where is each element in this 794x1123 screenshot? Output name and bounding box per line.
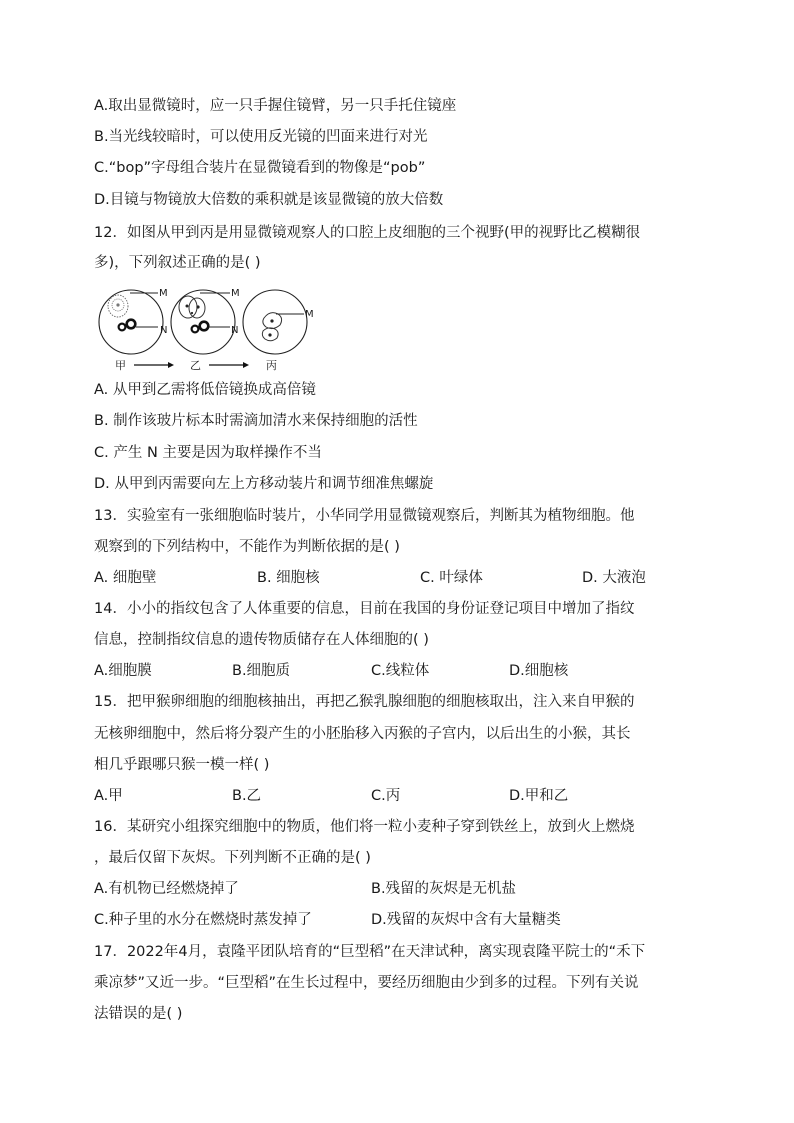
q16-option-d: D.残留的灰烬中含有大量糖类: [371, 912, 561, 928]
q12-option-a: A. 从甲到乙需将低倍镜换成高倍镜: [94, 382, 316, 398]
q13-option-c: C. 叶绿体: [420, 570, 483, 586]
q17-stem-line3: 法错误的是( ): [94, 1006, 183, 1022]
q16-option-a: A.有机物已经燃烧掉了: [94, 881, 239, 897]
q11-option-a: A.取出显微镜时，应一只手握住镜臂，另一只手托住镜座: [94, 98, 457, 114]
view-jia: [99, 290, 163, 354]
q13-option-b: B. 细胞核: [257, 570, 320, 586]
q17-stem-line1: 17．2022年4月，袁隆平团队培育的“巨型稻”在天津试种，离实现袁隆平院士的“禾下: [94, 944, 646, 960]
q16-option-c: C.种子里的水分在燃烧时蒸发掉了: [94, 912, 312, 928]
q12-stem-line2: 多)，下列叙述正确的是( ): [94, 255, 261, 271]
q13-stem-line1: 13．实验室有一张细胞临时装片，小华同学用显微镜观察后，判断其为植物细胞。他: [94, 508, 635, 524]
caption-bing: 丙: [266, 359, 277, 372]
q11-option-d: D.目镜与物镜放大倍数的乘积就是该显微镜的放大倍数: [94, 192, 444, 208]
arrow-right-icon: [134, 362, 174, 368]
q12-option-b: B. 制作该玻片标本时需滴加清水来保持细胞的活性: [94, 413, 418, 429]
q16-option-b: B.残留的灰烬是无机盐: [371, 881, 517, 897]
q16-stem-line1: 16．某研究小组探究细胞中的物质，他们将一粒小麦种子穿到铁丝上，放到火上燃烧: [94, 819, 635, 835]
arrow-right-icon: [209, 362, 249, 368]
q14-stem-line2: 信息，控制指纹信息的遗传物质储存在人体细胞的( ): [94, 632, 429, 648]
label-m-3: M: [305, 309, 314, 320]
q15-option-a: A.甲: [94, 788, 123, 804]
q14-option-a: A.细胞膜: [94, 663, 152, 679]
view-yi: [171, 290, 235, 354]
label-m-1: M: [159, 288, 168, 299]
q15-option-b: B.乙: [232, 788, 262, 804]
caption-jia: 甲: [115, 359, 126, 372]
q13-option-a: A. 细胞壁: [94, 570, 157, 586]
q13-stem-line2: 观察到的下列结构中，不能作为判断依据的是( ): [94, 539, 400, 555]
q11-option-b: B.当光线较暗时，可以使用反光镜的凹面来进行对光: [94, 129, 428, 145]
label-m-2: M: [231, 288, 240, 299]
q15-stem-line3: 相几乎跟哪只猴一模一样( ): [94, 757, 270, 773]
microscope-views-figure: [96, 284, 336, 372]
q14-stem-line1: 14．小小的指纹包含了人体重要的信息，目前在我国的身份证登记项目中增加了指纹: [94, 601, 635, 617]
caption-yi: 乙: [190, 359, 201, 372]
q16-stem-line2: ，最后仅留下灰烬。下列判断不正确的是( ): [94, 850, 371, 866]
view-bing: [243, 290, 307, 354]
q14-option-b: B.细胞质: [232, 663, 291, 679]
q14-option-c: C.线粒体: [371, 663, 430, 679]
q13-option-d: D. 大液泡: [582, 570, 646, 586]
q15-option-d: D.甲和乙: [509, 788, 569, 804]
q12-option-c: C. 产生 N 主要是因为取样操作不当: [94, 445, 322, 461]
label-n-1: N: [160, 325, 168, 336]
label-n-2: N: [231, 325, 239, 336]
q15-stem-line2: 无核卵细胞中，然后将分裂产生的小胚胎移入丙猴的子宫内，以后出生的小猴，其长: [94, 726, 631, 742]
microscope-views-svg: [96, 284, 336, 372]
q14-option-d: D.细胞核: [509, 663, 569, 679]
q15-option-c: C.丙: [371, 788, 401, 804]
q12-option-d: D. 从甲到丙需要向左上方移动装片和调节细准焦螺旋: [94, 476, 434, 492]
q17-stem-line2: 乘凉梦”又近一步。“巨型稻”在生长过程中，要经历细胞由少到多的过程。下列有关说: [94, 975, 639, 991]
q15-stem-line1: 15．把甲猴卵细胞的细胞核抽出，再把乙猴乳腺细胞的细胞核取出，注入来自甲猴的: [94, 694, 635, 710]
q12-stem-line1: 12．如图从甲到丙是用显微镜观察人的口腔上皮细胞的三个视野(甲的视野比乙模糊很: [94, 225, 641, 241]
q11-option-c: C.“bop”字母组合装片在显微镜看到的物像是“pob”: [94, 160, 426, 176]
